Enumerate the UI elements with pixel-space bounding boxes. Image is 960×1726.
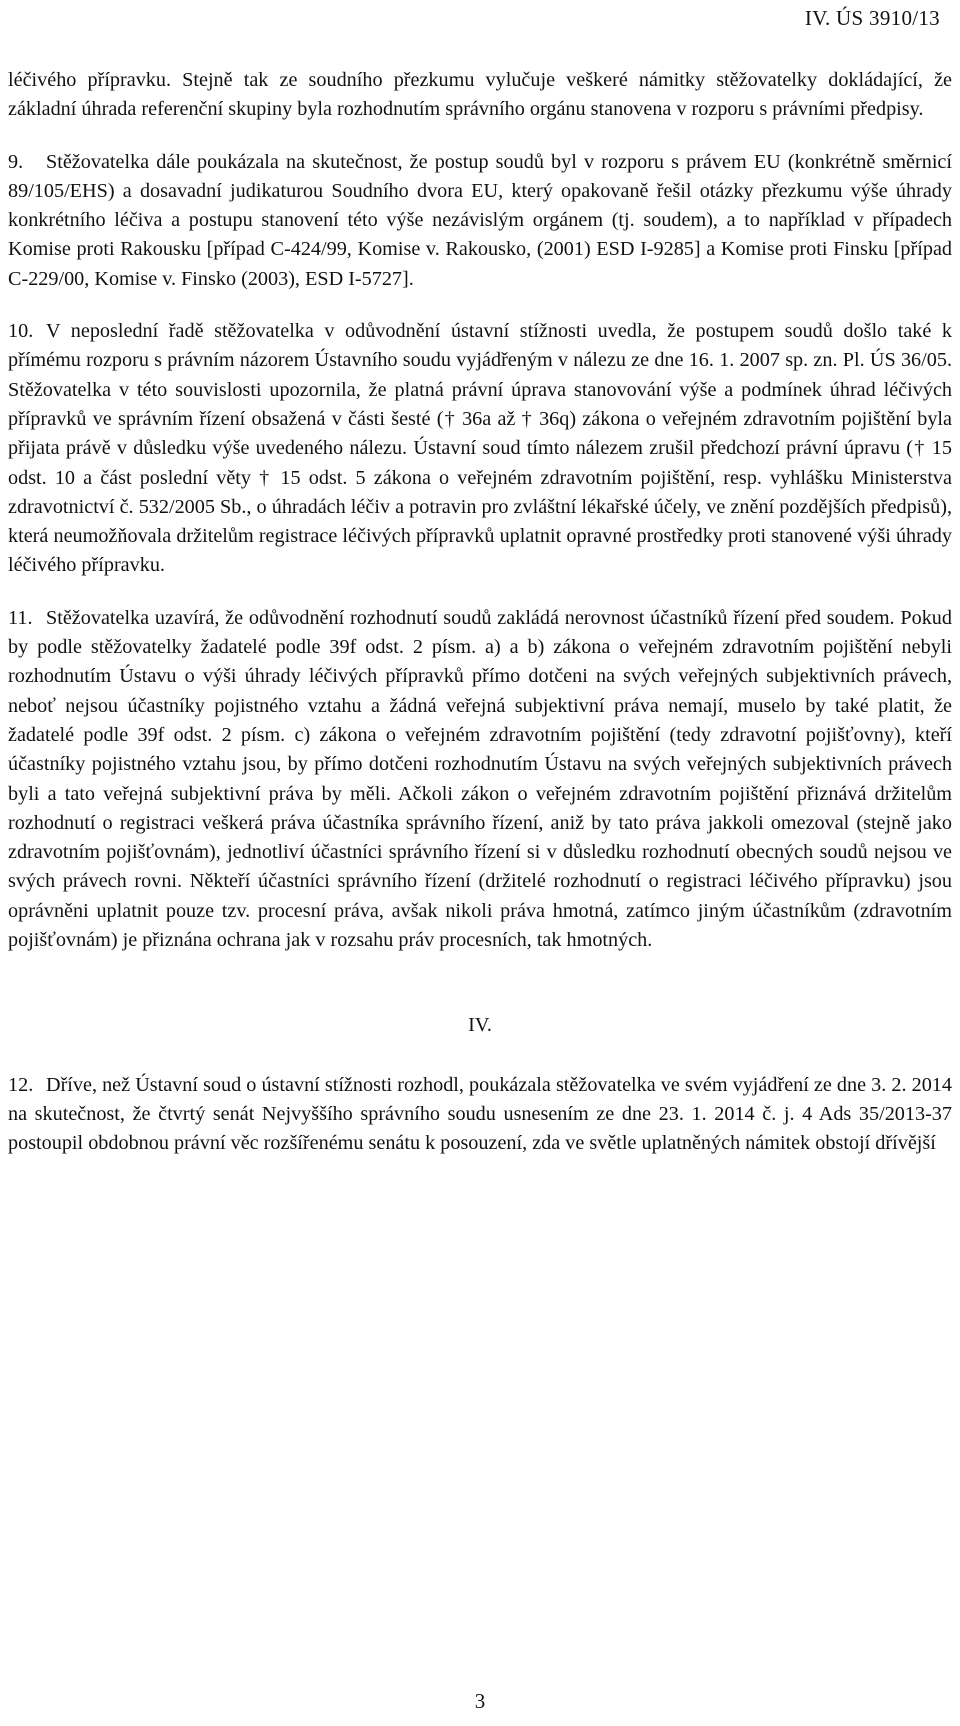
case-number-header: IV. ÚS 3910/13 xyxy=(804,6,940,30)
paragraph-text: Dříve, než Ústavní soud o ústavní stížnosti rozhodl, poukázala stěžovatelka ve svém vyjádření ze dne 3. 2. 2014 na skutečnost, že čtvrtý senát Nejvyššího správního soudu usnesením ze dne 23. 1. 2014 č. j. 4 Ads 35/2013-37 postoupil obdobnou právní věc rozšířenému senátu k posouzení, zda ve světle uplatněných námitek obstojí dřívější xyxy=(8,1073,952,1155)
paragraph-number: 9. xyxy=(8,150,24,173)
paragraph-number: 12. xyxy=(8,1073,34,1096)
paragraph-12 xyxy=(8,1071,952,1159)
section-heading: IV. xyxy=(468,1014,492,1037)
page-number: 3 xyxy=(474,1689,486,1713)
paragraph-9 xyxy=(8,148,952,294)
paragraph-10 xyxy=(8,317,952,581)
paragraph-11 xyxy=(8,604,952,956)
paragraph-text: V neposlední řadě stěžovatelka v odůvodnění ústavní stížnosti uvedla, že postupem soudů došlo také k přímému rozporu s právním názorem Ústavního soudu vyjádřeným v nálezu ze dne 16. 1. 2007 sp. zn. Pl. ÚS 36/05. Stěžovatelka v této souvislosti upozornila, že platná právní úprava stanovování výše a podmínek úhrad léčivých přípravků ve správním řízení obsažená v části šesté († 36a až † 36q) zákona o veřejném zdravotním pojištění byla přijata právě v důsledku výše uvedeného nálezu. Ústavní soud tímto nálezem zrušil předchozí právní úpravu († 15 odst. 10 a část poslední věty † 15 odst. 5 zákona o veřejném zdravotním pojištění, resp. vyhlášku Ministerstva zdravotnictví č. 532/2005 Sb., o úhradách léčiv a potravin pro zvláštní lékařské účely, ve znění pozdějších předpisů), která neumožňovala držitelům registrace léčivých přípravků uplatnit opravné prostředky proti stanovené výši úhrady léčivého přípravku. xyxy=(8,320,952,577)
paragraph-text: léčivého přípravku. Stejně tak ze soudního přezkumu vylučuje veškeré námitky stěžovatelky dokládající, že základní úhrada referenční skupiny byla rozhodnutím správního orgánu stanovena v rozporu s právními předpisy. xyxy=(8,69,952,121)
document-body xyxy=(8,66,952,1182)
paragraph-number: 11. xyxy=(8,606,33,629)
paragraph-number: 10. xyxy=(8,320,34,343)
paragraph-continuation xyxy=(8,66,952,125)
paragraph-text: Stěžovatelka dále poukázala na skutečnost, že postup soudů byl v rozporu s právem EU (konkrétně směrnicí 89/105/EHS) a dosavadní judikaturou Soudního dvora EU, který opakovaně řešil otázky přezkumu výše úhrady konkrétního léčiva a postupu stanovení této výše nezávislým orgánem (tj. soudem), a to například v případech Komise proti Rakousku [případ C-424/99, Komise v. Rakousko, (2001) ESD I-9285] a Komise proti Finsku [případ C-229/00, Komise v. Finsko (2003), ESD I-5727]. xyxy=(8,150,952,290)
paragraph-text: Stěžovatelka uzavírá, že odůvodnění rozhodnutí soudů zakládá nerovnost účastníků řízení před soudem. Pokud by podle stěžovatelky žadatelé podle 39f odst. 2 písm. a) a b) zákona o veřejném zdravotním pojištění nebyli rozhodnutím Ústavu o výši úhrady léčivých přípravků přímo dotčeni na svých veřejných subjektivních právech, neboť nejsou účastníky pojistného vztahu a žádná veřejná subjektivní práva nemají, muselo by také platit, že žadatelé podle 39f odst. 2 písm. c) zákona o veřejném zdravotním pojištění (tedy zdravotní pojišťovny), kteří účastníky pojistného vztahu jsou, by přímo dotčeni rozhodnutím Ústavu na svých veřejných subjektivních právech byli a tato veřejná subjektivní práva by měli. Ačkoli zákon o veřejném zdravotním pojištění přiznává držitelům rozhodnutí o registraci veškerá práva účastníka správního řízení, aniž by tato práva jakkoli omezoval (stejně jako zdravotním pojišťovnám), jednotliví účastníci správního řízení si v důsledku rozhodnutí obecných soudů nejsou ve svých právech rovni. Někteří účastníci správního řízení (držitelé rozhodnutí o registraci léčivého přípravku) jsou oprávněni uplatnit pouze tzv. procesní práva, avšak nikoli práva hmotná, zatímco jiným účastníkům (zdravotním pojišťovnám) je přiznána ochrana jak v rozsahu práv procesních, tak hmotných. xyxy=(8,606,952,952)
